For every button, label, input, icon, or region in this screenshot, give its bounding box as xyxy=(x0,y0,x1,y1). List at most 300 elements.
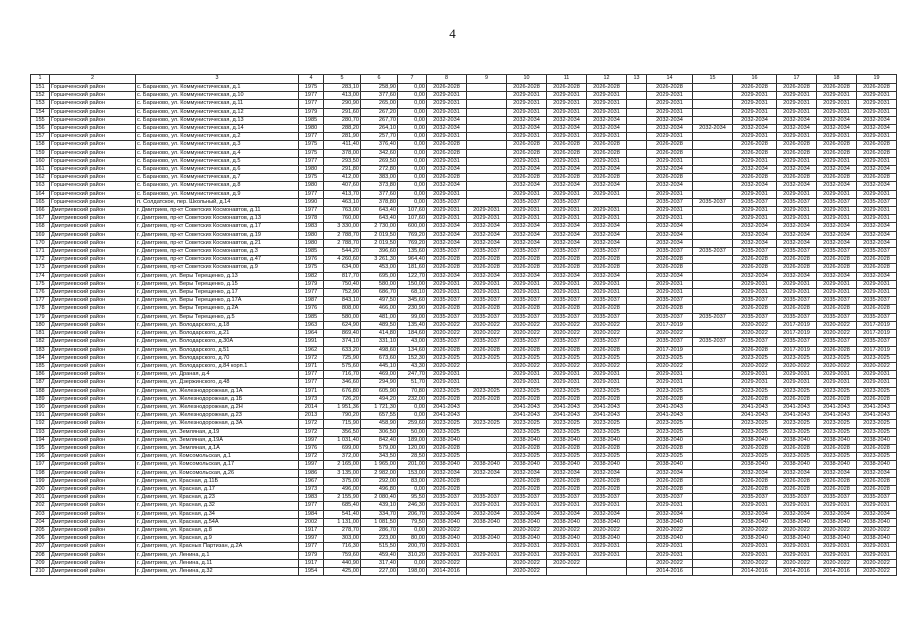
cell-period: 2035-2037 xyxy=(467,338,507,346)
cell-period: 2029-2031 xyxy=(857,108,897,116)
cell-period: 2029-2031 xyxy=(427,551,467,559)
cell-period: 2029-2031 xyxy=(857,371,897,379)
cell-period xyxy=(627,477,647,485)
cell-period: 2020-2022 xyxy=(427,362,467,370)
cell-period: 2023-2025 xyxy=(467,387,507,395)
cell-period: 2035-2037 xyxy=(587,297,627,305)
cell-area: 246,30 xyxy=(398,502,427,510)
cell-period: 2035-2037 xyxy=(547,297,587,305)
cell-address: г. Дмитриев, ул. Ленина, д.32 xyxy=(136,567,299,575)
cell-area: 342,60 xyxy=(361,149,398,157)
cell-period xyxy=(693,543,733,551)
cell-district: Горшеченский район xyxy=(50,141,136,149)
cell-year: 1962 xyxy=(299,346,324,354)
cell-period: 2029-2031 xyxy=(507,502,547,510)
cell-year: 1977 xyxy=(299,157,324,165)
cell-period: 2041-2043 xyxy=(647,412,693,420)
cell-area: 0,00 xyxy=(398,403,427,411)
cell-period: 2038-2040 xyxy=(647,436,693,444)
cell-period: 2026-2028 xyxy=(817,149,857,157)
cell-period: 2032-2034 xyxy=(693,125,733,133)
cell-area: 413,00 xyxy=(324,92,361,100)
cell-period: 2023-2025 xyxy=(777,420,817,428)
cell-period xyxy=(627,444,647,452)
cell-area: 372,00 xyxy=(324,453,361,461)
cell-period: 2029-2031 xyxy=(647,371,693,379)
cell-period xyxy=(693,305,733,313)
cell-area: 3 261,30 xyxy=(361,256,398,264)
cell-row-number: 204 xyxy=(31,518,50,526)
cell-area: 346,60 xyxy=(324,379,361,387)
cell-area: 412,00 xyxy=(324,174,361,182)
cell-period: 2032-2034 xyxy=(647,272,693,280)
cell-period xyxy=(467,166,507,174)
table-row xyxy=(31,346,897,354)
cell-period: 2032-2034 xyxy=(507,182,547,190)
cell-period: 2026-2028 xyxy=(507,477,547,485)
cell-period: 2035-2037 xyxy=(817,297,857,305)
cell-period: 2020-2022 xyxy=(733,321,777,329)
cell-period: 2041-2043 xyxy=(817,412,857,420)
cell-address: г. Дмитриев, ул. Дзержинского, д.48 xyxy=(136,379,299,387)
cell-area: 541,40 xyxy=(324,510,361,518)
cell-period: 2029-2031 xyxy=(647,502,693,510)
cell-area: 290,90 xyxy=(324,100,361,108)
cell-year: 1980 xyxy=(299,239,324,247)
cell-period: 2035-2037 xyxy=(427,313,467,321)
cell-period: 2023-2025 xyxy=(507,428,547,436)
cell-area: 842,40 xyxy=(361,436,398,444)
cell-period: 2032-2034 xyxy=(857,272,897,280)
cell-period: 2038-2040 xyxy=(817,535,857,543)
cell-period: 2029-2031 xyxy=(507,543,547,551)
cell-district: Дмитриевский район xyxy=(50,354,136,362)
cell-address: с. Бараново, ул. Коммунистическая, д.12 xyxy=(136,108,299,116)
column-number-10: 10 xyxy=(507,75,547,84)
cell-period: 2038-2040 xyxy=(467,461,507,469)
cell-period xyxy=(627,485,647,493)
cell-period: 2023-2025 xyxy=(777,428,817,436)
cell-row-number: 170 xyxy=(31,239,50,247)
cell-district: Дмитриевский район xyxy=(50,494,136,502)
cell-year: 1975 xyxy=(299,174,324,182)
cell-period: 2032-2034 xyxy=(587,231,627,239)
cell-period: 2020-2022 xyxy=(857,567,897,575)
cell-row-number: 168 xyxy=(31,223,50,231)
cell-period xyxy=(693,157,733,165)
cell-period: 2029-2031 xyxy=(857,190,897,198)
table-row xyxy=(31,518,897,526)
cell-year: 1979 xyxy=(299,108,324,116)
cell-area: 2 730,00 xyxy=(361,223,398,231)
cell-row-number: 200 xyxy=(31,485,50,493)
cell-area: 0,00 xyxy=(398,182,427,190)
cell-year: 1917 xyxy=(299,559,324,567)
cell-year: 1975 xyxy=(299,264,324,272)
cell-period xyxy=(693,485,733,493)
cell-period: 2032-2034 xyxy=(587,469,627,477)
cell-period: 2023-2025 xyxy=(467,420,507,428)
cell-area: 0,00 xyxy=(398,166,427,174)
cell-period: 2026-2028 xyxy=(467,346,507,354)
cell-period: 2035-2037 xyxy=(857,297,897,305)
cell-period: 2026-2028 xyxy=(647,444,693,452)
table-row xyxy=(31,198,897,206)
cell-period: 2038-2040 xyxy=(733,535,777,543)
table-row xyxy=(31,526,897,534)
cell-period: 2029-2031 xyxy=(507,371,547,379)
cell-district: Дмитриевский район xyxy=(50,453,136,461)
cell-period: 2032-2034 xyxy=(427,182,467,190)
table-row xyxy=(31,387,897,395)
cell-period: 2029-2031 xyxy=(467,289,507,297)
cell-period: 2029-2031 xyxy=(427,100,467,108)
cell-row-number: 188 xyxy=(31,387,50,395)
cell-period: 2035-2037 xyxy=(857,248,897,256)
cell-period: 2023-2025 xyxy=(507,420,547,428)
cell-row-number: 191 xyxy=(31,412,50,420)
cell-period: 2029-2031 xyxy=(777,108,817,116)
table-row xyxy=(31,502,897,510)
cell-period: 2032-2034 xyxy=(547,272,587,280)
cell-period: 2035-2037 xyxy=(857,198,897,206)
cell-period: 2029-2031 xyxy=(507,280,547,288)
cell-period: 2029-2031 xyxy=(427,543,467,551)
cell-area: 575,60 xyxy=(324,362,361,370)
table-row xyxy=(31,297,897,305)
cell-year: 1976 xyxy=(299,444,324,452)
cell-period: 2023-2025 xyxy=(647,453,693,461)
cell-period: 2026-2028 xyxy=(733,256,777,264)
cell-area: 1 951,36 xyxy=(324,403,361,411)
cell-period xyxy=(693,100,733,108)
cell-period: 2032-2034 xyxy=(733,116,777,124)
cell-period: 2035-2037 xyxy=(507,248,547,256)
cell-period xyxy=(627,289,647,297)
cell-period: 2038-2040 xyxy=(507,461,547,469)
cell-district: Дмитриевский район xyxy=(50,313,136,321)
cell-area: 122,70 xyxy=(398,272,427,280)
cell-period: 2038-2040 xyxy=(467,518,507,526)
cell-year: 1997 xyxy=(299,535,324,543)
column-number-15: 15 xyxy=(693,75,733,84)
cell-period: 2026-2028 xyxy=(777,174,817,182)
cell-period: 2032-2034 xyxy=(733,166,777,174)
cell-period xyxy=(627,453,647,461)
cell-period: 2026-2028 xyxy=(507,305,547,313)
cell-area: 343,50 xyxy=(361,453,398,461)
cell-district: Дмитриевский район xyxy=(50,371,136,379)
cell-area: 0,00 xyxy=(398,174,427,182)
cell-period: 2029-2031 xyxy=(817,289,857,297)
cell-row-number: 156 xyxy=(31,125,50,133)
cell-period: 2026-2028 xyxy=(427,346,467,354)
cell-period xyxy=(693,510,733,518)
cell-area: 725,90 xyxy=(324,354,361,362)
cell-period: 2032-2034 xyxy=(427,510,467,518)
cell-period: 2032-2034 xyxy=(777,125,817,133)
cell-area: 150,00 xyxy=(398,280,427,288)
cell-district: Горшеченский район xyxy=(50,198,136,206)
cell-period: 2035-2037 xyxy=(427,494,467,502)
cell-area: 181,60 xyxy=(398,264,427,272)
table-row xyxy=(31,272,897,280)
cell-period xyxy=(467,157,507,165)
cell-period: 2041-2043 xyxy=(427,403,467,411)
cell-period: 2032-2034 xyxy=(587,510,627,518)
cell-period xyxy=(693,502,733,510)
cell-period: 2014-2016 xyxy=(647,567,693,575)
cell-period: 2023-2025 xyxy=(817,354,857,362)
cell-period: 2029-2031 xyxy=(467,207,507,215)
cell-area: 481,00 xyxy=(361,313,398,321)
cell-area: 317,40 xyxy=(361,559,398,567)
cell-period: 2020-2022 xyxy=(857,559,897,567)
cell-period: 2032-2034 xyxy=(733,510,777,518)
cell-period: 2026-2028 xyxy=(857,141,897,149)
cell-area: 288,20 xyxy=(324,125,361,133)
table-row xyxy=(31,494,897,502)
cell-area: 0,00 xyxy=(398,108,427,116)
table-row xyxy=(31,403,897,411)
cell-period: 2029-2031 xyxy=(587,215,627,223)
cell-row-number: 154 xyxy=(31,108,50,116)
table-row xyxy=(31,321,897,329)
cell-address: г. Дмитриев, ул. Володарского, д.84 корп.1 xyxy=(136,362,299,370)
cell-period: 2026-2028 xyxy=(857,256,897,264)
cell-period: 2029-2031 xyxy=(507,108,547,116)
cell-district: Дмитриевский район xyxy=(50,338,136,346)
cell-period: 2035-2037 xyxy=(587,338,627,346)
cell-area: 817,70 xyxy=(324,272,361,280)
cell-year: 1976 xyxy=(299,256,324,264)
cell-period: 2026-2028 xyxy=(507,264,547,272)
cell-district: Дмитриевский район xyxy=(50,461,136,469)
cell-district: Дмитриевский район xyxy=(50,248,136,256)
cell-period xyxy=(627,141,647,149)
cell-period: 2032-2034 xyxy=(777,116,817,124)
cell-area: 257,70 xyxy=(361,133,398,141)
cell-period xyxy=(627,272,647,280)
cell-period xyxy=(627,387,647,395)
cell-year: 1977 xyxy=(299,371,324,379)
cell-year: 1964 xyxy=(299,330,324,338)
cell-row-number: 202 xyxy=(31,502,50,510)
cell-period xyxy=(467,526,507,534)
cell-period xyxy=(627,239,647,247)
cell-period: 2023-2025 xyxy=(733,453,777,461)
cell-period: 2035-2037 xyxy=(547,248,587,256)
cell-district: Горшеченский район xyxy=(50,100,136,108)
cell-area: 135,40 xyxy=(398,321,427,329)
cell-address: г. Дмитриев, ул. Комсомольская, д.1 xyxy=(136,453,299,461)
cell-period: 2032-2034 xyxy=(507,125,547,133)
cell-period xyxy=(627,420,647,428)
cell-period xyxy=(693,453,733,461)
cell-period: 2023-2025 xyxy=(507,453,547,461)
cell-period xyxy=(693,321,733,329)
cell-area: 2 080,40 xyxy=(361,494,398,502)
table-row xyxy=(31,141,897,149)
cell-period: 2029-2031 xyxy=(817,502,857,510)
cell-area: 4 260,60 xyxy=(324,256,361,264)
cell-period: 2026-2028 xyxy=(427,477,467,485)
cell-district: Горшеченский район xyxy=(50,125,136,133)
table-row xyxy=(31,108,897,116)
cell-area: 0,00 xyxy=(398,100,427,108)
cell-period: 2029-2031 xyxy=(647,133,693,141)
cell-row-number: 208 xyxy=(31,551,50,559)
cell-period xyxy=(693,346,733,354)
cell-row-number: 158 xyxy=(31,141,50,149)
table-row xyxy=(31,362,897,370)
cell-period: 2023-2025 xyxy=(777,387,817,395)
cell-period: 2020-2022 xyxy=(777,362,817,370)
cell-period: 2020-2022 xyxy=(587,330,627,338)
cell-period xyxy=(627,166,647,174)
cell-period: 2029-2031 xyxy=(857,543,897,551)
cell-period: 2023-2025 xyxy=(857,387,897,395)
cell-period: 2017-2019 xyxy=(647,346,693,354)
cell-area: 267,70 xyxy=(361,116,398,124)
cell-row-number: 198 xyxy=(31,469,50,477)
cell-period xyxy=(627,280,647,288)
cell-area: 1 721,30 xyxy=(361,403,398,411)
column-number-row xyxy=(31,75,897,84)
cell-period: 2026-2028 xyxy=(647,141,693,149)
cell-period: 2029-2031 xyxy=(507,215,547,223)
column-number-16: 16 xyxy=(733,75,777,84)
cell-period: 2032-2034 xyxy=(587,125,627,133)
cell-period: 2035-2037 xyxy=(777,313,817,321)
cell-area: 425,00 xyxy=(324,567,361,575)
cell-period: 2032-2034 xyxy=(647,469,693,477)
cell-area: 3 330,00 xyxy=(324,223,361,231)
cell-period: 2020-2022 xyxy=(507,362,547,370)
cell-period: 2026-2028 xyxy=(547,84,587,92)
cell-address: г. Дмитриев, пр-кт Советских Космонавтов, д.21 xyxy=(136,239,299,247)
cell-period: 2032-2034 xyxy=(817,231,857,239)
cell-period: 2020-2022 xyxy=(817,321,857,329)
cell-period: 2035-2037 xyxy=(693,198,733,206)
cell-period: 2029-2031 xyxy=(817,190,857,198)
cell-period: 2026-2028 xyxy=(817,444,857,452)
column-number-3: 3 xyxy=(136,75,299,84)
cell-period: 2032-2034 xyxy=(817,166,857,174)
cell-period: 2020-2022 xyxy=(647,526,693,534)
cell-period xyxy=(627,100,647,108)
cell-period xyxy=(693,444,733,452)
cell-period: 2035-2037 xyxy=(693,338,733,346)
cell-area: 331,10 xyxy=(361,338,398,346)
cell-address: г. Дмитриев, пр-кт Советских Космонавтов, д.11 xyxy=(136,207,299,215)
cell-period: 2026-2028 xyxy=(857,444,897,452)
cell-period: 2032-2034 xyxy=(647,116,693,124)
cell-period: 2038-2040 xyxy=(507,518,547,526)
cell-period: 2038-2040 xyxy=(733,436,777,444)
cell-row-number: 155 xyxy=(31,116,50,124)
cell-period: 2032-2034 xyxy=(777,272,817,280)
cell-area: 2 155,90 xyxy=(324,494,361,502)
cell-period: 2032-2034 xyxy=(587,116,627,124)
cell-period: 2023-2025 xyxy=(467,354,507,362)
cell-period: 2026-2028 xyxy=(507,256,547,264)
cell-row-number: 153 xyxy=(31,100,50,108)
cell-address: п. Солдатское, пер. Школьный, д.14 xyxy=(136,198,299,206)
cell-district: Горшеченский район xyxy=(50,182,136,190)
cell-district: Дмитриевский район xyxy=(50,387,136,395)
cell-period: 2029-2031 xyxy=(587,100,627,108)
cell-period xyxy=(627,182,647,190)
cell-period: 2026-2028 xyxy=(587,149,627,157)
cell-period: 2035-2037 xyxy=(507,313,547,321)
cell-period: 2026-2028 xyxy=(817,485,857,493)
cell-period: 2029-2031 xyxy=(587,190,627,198)
cell-period xyxy=(467,559,507,567)
cell-period: 2029-2031 xyxy=(647,543,693,551)
cell-period: 2038-2040 xyxy=(777,436,817,444)
cell-period: 2026-2028 xyxy=(647,256,693,264)
column-number-5: 5 xyxy=(324,75,361,84)
cell-period xyxy=(693,461,733,469)
table-row xyxy=(31,157,897,165)
cell-period: 2038-2040 xyxy=(507,535,547,543)
cell-area: 107,60 xyxy=(398,215,427,223)
cell-period: 2029-2031 xyxy=(817,133,857,141)
cell-period: 2032-2034 xyxy=(817,223,857,231)
cell-period: 2029-2031 xyxy=(547,289,587,297)
cell-period: 2029-2031 xyxy=(817,551,857,559)
cell-area: 0,00 xyxy=(398,157,427,165)
cell-district: Дмитриевский район xyxy=(50,215,136,223)
cell-period: 2029-2031 xyxy=(777,289,817,297)
table-row xyxy=(31,395,897,403)
cell-area: 466,00 xyxy=(361,305,398,313)
cell-area: 463,10 xyxy=(324,198,361,206)
table-row xyxy=(31,256,897,264)
cell-area: 0,00 xyxy=(398,84,427,92)
cell-period: 2038-2040 xyxy=(467,535,507,543)
cell-district: Дмитриевский район xyxy=(50,526,136,534)
cell-period: 2038-2040 xyxy=(647,518,693,526)
cell-period: 2023-2025 xyxy=(547,354,587,362)
cell-address: г. Дмитриев, ул. Ленина, д.11 xyxy=(136,559,299,567)
cell-year: 1976 xyxy=(299,305,324,313)
cell-address: г. Дмитриев, ул. Железнодорожная, д.1А xyxy=(136,387,299,395)
cell-year: 1954 xyxy=(299,567,324,575)
cell-period: 2032-2034 xyxy=(733,239,777,247)
cell-address: г. Дмитриев, пр-кт Советских Космонавтов, д.13 xyxy=(136,215,299,223)
cell-period: 2026-2028 xyxy=(647,174,693,182)
cell-address: с. Бараново, ул. Коммунистическая, д.11 xyxy=(136,100,299,108)
cell-period: 2029-2031 xyxy=(547,207,587,215)
cell-period: 2020-2022 xyxy=(777,559,817,567)
cell-period: 2020-2022 xyxy=(427,321,467,329)
cell-district: Дмитриевский район xyxy=(50,321,136,329)
cell-period: 2026-2028 xyxy=(507,346,547,354)
cell-year: 1980 xyxy=(299,166,324,174)
cell-period xyxy=(627,133,647,141)
cell-area: 120,00 xyxy=(398,444,427,452)
cell-address: с. Бараново, ул. Коммунистическая, д.1 xyxy=(136,84,299,92)
cell-period: 2035-2037 xyxy=(693,313,733,321)
cell-address: г. Дмитриев, ул. Володарского, д.70 xyxy=(136,354,299,362)
cell-period: 2041-2043 xyxy=(777,412,817,420)
cell-period: 2026-2028 xyxy=(817,264,857,272)
cell-year: 2002 xyxy=(299,518,324,526)
cell-district: Дмитриевский район xyxy=(50,223,136,231)
cell-period: 2029-2031 xyxy=(817,92,857,100)
